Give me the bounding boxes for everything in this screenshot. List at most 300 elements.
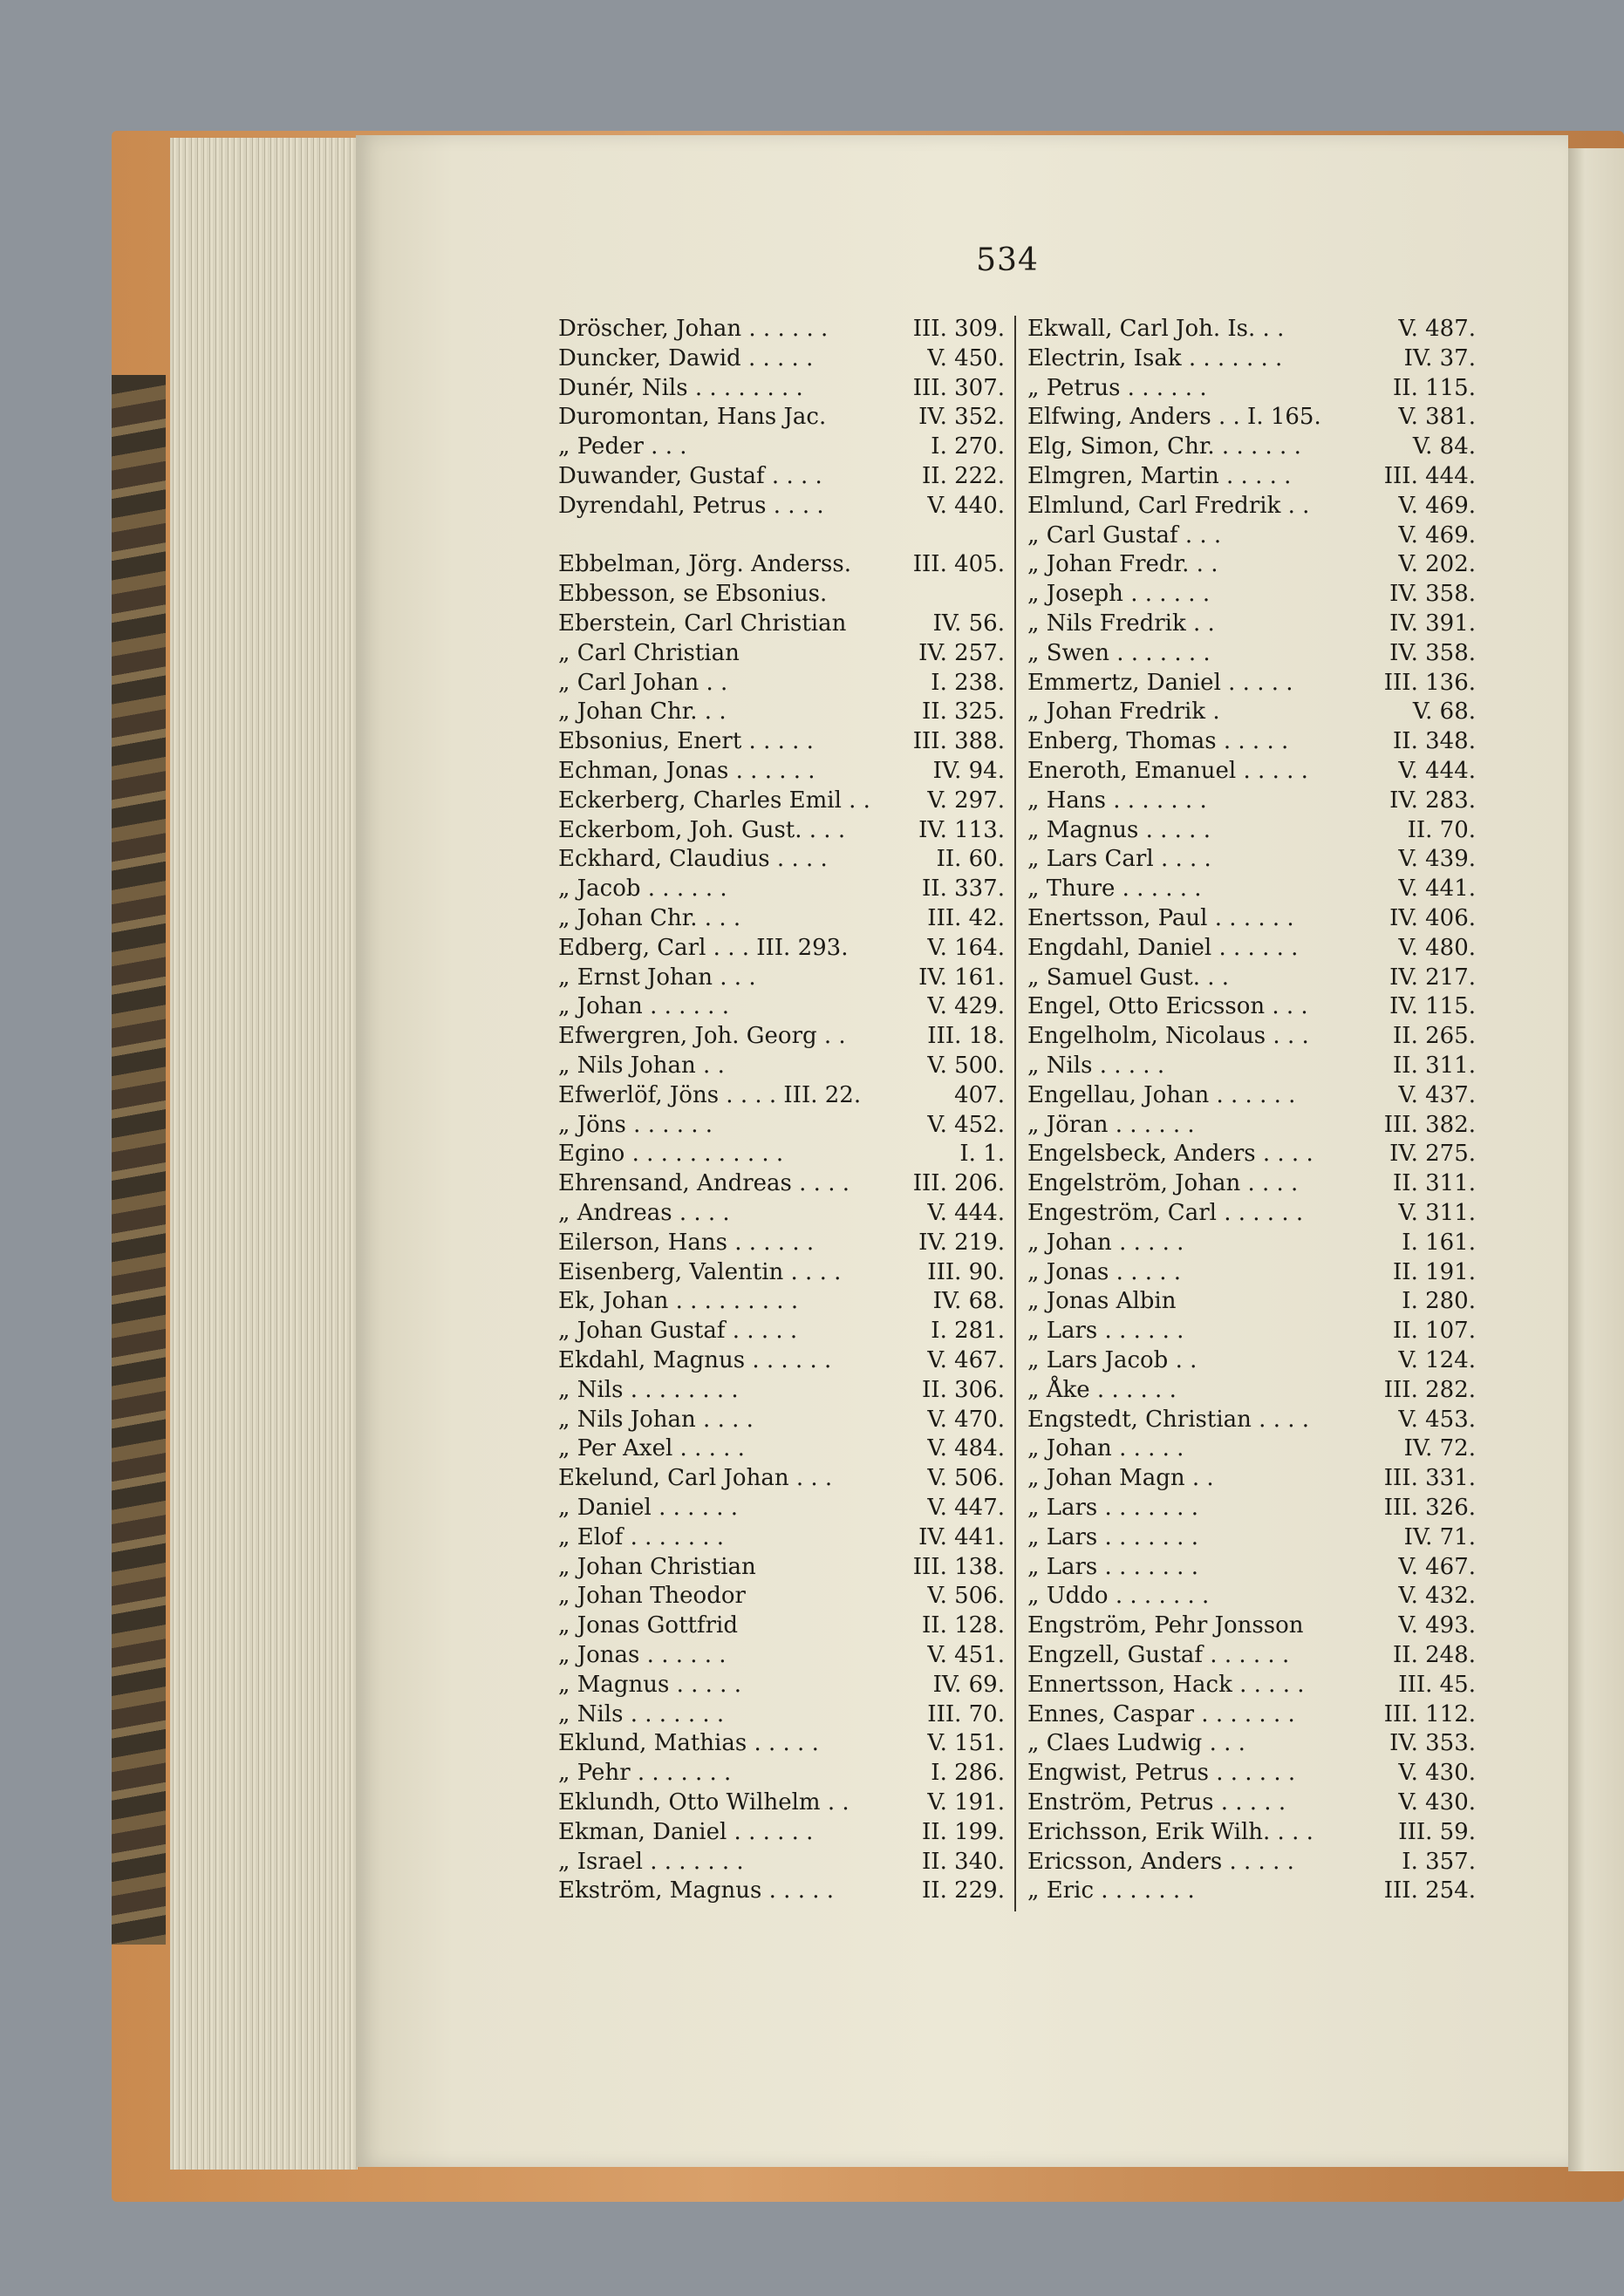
entry-reference: IV. 161. [918, 964, 1005, 991]
index-entry [558, 1110, 1005, 1140]
index-entry [558, 1021, 1005, 1051]
entry-name: Elg, Simon, Chr. . . . . . . [1027, 433, 1301, 460]
index-entry [558, 991, 1005, 1021]
entry-reference: IV. 358. [1389, 639, 1476, 666]
entry-name: Engelström, Johan . . . . [1027, 1170, 1299, 1197]
entry-name: Dunér, Nils . . . . . . . . [558, 374, 803, 401]
index-entry [558, 1051, 1005, 1080]
entry-name: „ Lars . . . . . . . [1027, 1523, 1198, 1550]
index-entry [1027, 402, 1476, 432]
entry-name: „ Johan Fredrik . [1027, 698, 1220, 726]
entry-reference: I. 270. [931, 433, 1005, 460]
entry-name: „ Nils Johan . . . . [558, 1406, 754, 1433]
entry-name: Engelholm, Nicolaus . . . [1027, 1023, 1309, 1050]
page-edges [170, 138, 358, 2170]
entry-reference: III. 112. [1383, 1700, 1476, 1727]
index-entry [1027, 1611, 1476, 1640]
entry-name: „ Johan Gustaf . . . . . [558, 1318, 798, 1345]
entry-reference: IV. 275. [1389, 1141, 1476, 1168]
entry-reference: V. 68. [1412, 698, 1476, 726]
entry-reference: IV. 353. [1389, 1730, 1476, 1757]
index-entry [558, 1434, 1005, 1463]
index-entry [1027, 1021, 1476, 1051]
entry-reference: III. 309. [912, 316, 1005, 342]
index-entry [558, 1523, 1005, 1552]
index-entry [558, 1581, 1005, 1611]
entry-reference: II. 311. [1393, 1170, 1476, 1197]
index-entry [1027, 1581, 1476, 1611]
entry-name: „ Lars . . . . . . . [1027, 1553, 1198, 1580]
entry-reference: II. 337. [922, 875, 1005, 903]
entry-name: „ Lars . . . . . . [1027, 1318, 1184, 1345]
page-number: 534 [976, 242, 1039, 278]
entry-reference: III. 136. [1383, 669, 1476, 696]
entry-reference: V. 470. [927, 1406, 1005, 1433]
entry-reference: II. 70. [1407, 816, 1476, 843]
entry-name: „ Johan . . . . . . [558, 993, 729, 1020]
entry-reference: III. 307. [912, 374, 1005, 401]
index-entry [558, 1758, 1005, 1788]
entry-name: Engwist, Petrus . . . . . . [1027, 1760, 1296, 1787]
index-column-right [1027, 314, 1476, 1918]
entry-name: „ Johan Fredr. . . [1027, 551, 1218, 578]
index-entry [1027, 1405, 1476, 1434]
entry-name: „ Magnus . . . . . [558, 1671, 741, 1698]
entry-reference: III. 331. [1383, 1465, 1476, 1492]
index-entry [1027, 1375, 1476, 1405]
entry-name: „ Lars Carl . . . . [1027, 846, 1211, 873]
entry-name: Electrin, Isak . . . . . . . [1027, 344, 1283, 371]
entry-reference: I. 1. [959, 1141, 1005, 1168]
entry-reference: V. 202. [1398, 551, 1476, 578]
entry-name: „ Jonas . . . . . [1027, 1258, 1182, 1285]
entry-reference: I. 281. [931, 1318, 1005, 1345]
entry-reference: IV. 406. [1389, 905, 1476, 931]
entry-reference: V. 469. [1398, 492, 1476, 519]
entry-name: „ Åke . . . . . . [1027, 1376, 1177, 1403]
entry-name: Eckerbom, Joh. Gust. . . . [558, 816, 846, 843]
entry-name: Ennertsson, Hack . . . . . [1027, 1671, 1305, 1698]
index-entry [558, 344, 1005, 373]
entry-reference: V. 437. [1398, 1081, 1476, 1108]
entry-name: „ Magnus . . . . . [1027, 816, 1211, 843]
index-entry [1027, 786, 1476, 815]
index-entry [1027, 903, 1476, 933]
index-entry [1027, 697, 1476, 726]
entry-name: Ehrensand, Andreas . . . . [558, 1170, 850, 1197]
entry-name: „ Jacob . . . . . . [558, 875, 727, 903]
entry-reference: V. 297. [927, 787, 1005, 814]
entry-name: Echman, Jonas . . . . . . [558, 758, 815, 784]
index-entry [558, 786, 1005, 815]
entry-reference: I. 280. [1402, 1288, 1476, 1315]
index-entry [558, 521, 1005, 550]
entry-reference: III. 382. [1383, 1111, 1476, 1138]
index-entry [1027, 1817, 1476, 1847]
entry-reference: I. 238. [931, 669, 1005, 696]
entry-name: Ekström, Magnus . . . . . [558, 1877, 835, 1904]
entry-name: Eneroth, Emanuel . . . . . [1027, 758, 1308, 784]
index-entry [558, 373, 1005, 403]
entry-name: Ekelund, Carl Johan . . . [558, 1465, 833, 1492]
index-entry [1027, 1640, 1476, 1670]
entry-name: Engelsbeck, Anders . . . . [1027, 1141, 1314, 1168]
entry-name: „ Carl Christian [558, 639, 740, 666]
entry-name: Ekdahl, Magnus . . . . . . [558, 1347, 832, 1373]
index-entry [558, 726, 1005, 756]
entry-name: Duncker, Dawid . . . . . [558, 344, 814, 371]
entry-name: „ Jonas Albin [1027, 1288, 1177, 1315]
index-entry [1027, 874, 1476, 903]
entry-name: Engzell, Gustaf . . . . . . [1027, 1642, 1290, 1668]
entry-name: „ Samuel Gust. . . [1027, 964, 1230, 991]
index-entry [1027, 1257, 1476, 1287]
index-entry [558, 1286, 1005, 1316]
entry-name: Enström, Petrus . . . . . [1027, 1789, 1286, 1816]
entry-reference: V. 447. [927, 1495, 1005, 1521]
entry-reference: V. 487. [1398, 316, 1476, 342]
index-entry [558, 1640, 1005, 1670]
entry-name: „ Nils Fredrik . . [1027, 610, 1215, 637]
entry-reference: IV. 72. [1403, 1435, 1476, 1462]
entry-name: Eklund, Mathias . . . . . [558, 1730, 819, 1757]
entry-reference: III. 282. [1383, 1376, 1476, 1403]
entry-name: Ebbesson, se Ebsonius. [558, 581, 828, 608]
index-entry [1027, 815, 1476, 845]
index-entry [1027, 1051, 1476, 1080]
entry-reference: IV. 219. [918, 1229, 1005, 1256]
index-entry [1027, 1463, 1476, 1493]
index-entry [558, 874, 1005, 903]
entry-reference: III. 45. [1398, 1671, 1476, 1698]
entry-name: Elmlund, Carl Fredrik . . [1027, 492, 1310, 519]
entry-name: „ Johan Chr. . . [558, 698, 727, 726]
index-entry [1027, 344, 1476, 373]
index-entry [558, 549, 1005, 579]
entry-reference: II. 340. [922, 1848, 1005, 1875]
entry-reference: V. 467. [927, 1347, 1005, 1373]
index-entry [558, 697, 1005, 726]
entry-name: Ekman, Daniel . . . . . . [558, 1818, 814, 1845]
entry-reference: III. 59. [1398, 1818, 1476, 1845]
index-column-left [558, 314, 1005, 1918]
entry-reference: III. 388. [912, 728, 1005, 755]
entry-reference: V. 500. [927, 1053, 1005, 1079]
index-entry [1027, 1316, 1476, 1346]
index-entry [1027, 1346, 1476, 1375]
index-entry [1027, 1168, 1476, 1198]
index-entry [558, 1463, 1005, 1493]
index-entry [558, 1876, 1005, 1905]
index-entry [558, 1700, 1005, 1729]
entry-reference: IV. 358. [1389, 581, 1476, 608]
index-entry [558, 1493, 1005, 1523]
entry-reference: II. 191. [1393, 1258, 1476, 1285]
entry-name: „ Swen . . . . . . . [1027, 639, 1211, 666]
entry-reference: V. 451. [927, 1642, 1005, 1668]
entry-name: „ Petrus . . . . . . [1027, 374, 1207, 401]
entry-name: Eckerberg, Charles Emil . . [558, 787, 870, 814]
entry-reference: II. 265. [1393, 1023, 1476, 1050]
index-entry [558, 432, 1005, 461]
entry-reference: III. 254. [1383, 1877, 1476, 1904]
entry-reference: V. 191. [927, 1789, 1005, 1816]
entry-reference: V. 441. [1398, 875, 1476, 903]
entry-reference: IV. 94. [932, 758, 1005, 784]
entry-name: „ Johan Theodor [558, 1583, 746, 1610]
index-entry [1027, 461, 1476, 491]
entry-name: Duromontan, Hans Jac. [558, 404, 827, 431]
entry-reference: IV. 391. [1389, 610, 1476, 637]
entry-name: „ Jöns . . . . . . [558, 1111, 713, 1138]
entry-reference: V. 311. [1398, 1200, 1476, 1226]
entry-reference: V. 480. [1398, 934, 1476, 961]
index-entry [558, 402, 1005, 432]
index-entry [558, 668, 1005, 698]
entry-name: „ Andreas . . . . [558, 1200, 730, 1226]
entry-reference: V. 450. [927, 344, 1005, 371]
index-entry [1027, 609, 1476, 638]
index-entry [1027, 1552, 1476, 1582]
index-entry [1027, 1670, 1476, 1700]
index-entry [1027, 933, 1476, 963]
entry-name: Emmertz, Daniel . . . . . [1027, 669, 1293, 696]
entry-name: Eisenberg, Valentin . . . . [558, 1258, 842, 1285]
index-entry [558, 579, 1005, 609]
index-entry [558, 1817, 1005, 1847]
index-entry [1027, 668, 1476, 698]
index-entry [1027, 638, 1476, 668]
entry-name: „ Eric . . . . . . . [1027, 1877, 1195, 1904]
entry-name: Engeström, Carl . . . . . . [1027, 1200, 1304, 1226]
entry-reference: V. 506. [927, 1465, 1005, 1492]
index-entry [558, 1257, 1005, 1287]
entry-reference: V. 151. [927, 1730, 1005, 1757]
index-entry [1027, 432, 1476, 461]
index-entry [558, 1847, 1005, 1877]
index-entry [558, 756, 1005, 786]
entry-reference: IV. 115. [1389, 993, 1476, 1020]
index-entry [1027, 491, 1476, 521]
entry-reference: II. 229. [922, 1877, 1005, 1904]
entry-reference: III. 70. [927, 1700, 1005, 1727]
entry-name: „ Peder . . . [558, 433, 687, 460]
entry-reference: III. 444. [1383, 463, 1476, 489]
entry-name: „ Daniel . . . . . . [558, 1495, 739, 1521]
entry-reference: V. 124. [1398, 1347, 1476, 1373]
entry-reference: II. 311. [1393, 1053, 1476, 1079]
entry-reference: I. 357. [1402, 1848, 1476, 1875]
entry-name: Efwergren, Joh. Georg . . [558, 1023, 846, 1050]
column-divider [1014, 316, 1016, 1911]
index-entry [1027, 1847, 1476, 1877]
entry-reference: V. 439. [1398, 846, 1476, 873]
entry-name: „ Johan . . . . . [1027, 1435, 1184, 1462]
index-entry [558, 963, 1005, 992]
entry-name: Engström, Pehr Jonsson [1027, 1612, 1304, 1639]
entry-name: Engstedt, Christian . . . . [1027, 1406, 1310, 1433]
index-entry [1027, 726, 1476, 756]
index-entry [558, 461, 1005, 491]
entry-reference: V. 453. [1398, 1406, 1476, 1433]
entry-name: Enertsson, Paul . . . . . . [1027, 905, 1294, 931]
entry-name: „ Johan Christian [558, 1553, 756, 1580]
index-entry [1027, 991, 1476, 1021]
entry-name: „ Pehr . . . . . . . [558, 1760, 732, 1787]
entry-reference: III. 206. [912, 1170, 1005, 1197]
index-entry [1027, 1228, 1476, 1257]
index-entry [1027, 1758, 1476, 1788]
entry-reference: II. 60. [936, 846, 1005, 873]
index-entry [558, 815, 1005, 845]
index-entry [558, 1788, 1005, 1817]
entry-reference: V. 452. [927, 1111, 1005, 1138]
index-entry [558, 1375, 1005, 1405]
entry-reference: IV. 113. [918, 816, 1005, 843]
entry-name: Duwander, Gustaf . . . . [558, 463, 822, 489]
entry-name: „ Lars . . . . . . . [1027, 1495, 1198, 1521]
entry-name: Erichsson, Erik Wilh. . . . [1027, 1818, 1314, 1845]
index-entry [1027, 963, 1476, 992]
entry-name: Eckhard, Claudius . . . . [558, 846, 828, 873]
entry-name: „ Carl Gustaf . . . [1027, 521, 1222, 548]
entry-name: „ Nils . . . . . . . . [558, 1376, 739, 1403]
entry-name: Engel, Otto Ericsson . . . [1027, 993, 1308, 1020]
index-entry [1027, 1788, 1476, 1817]
entry-reference: II. 348. [1393, 728, 1476, 755]
entry-reference: II. 128. [922, 1612, 1005, 1639]
index-entry [1027, 1876, 1476, 1905]
index-entry [1027, 1198, 1476, 1228]
index-entry [558, 933, 1005, 963]
index-entry [1027, 1700, 1476, 1729]
entry-reference: IV. 352. [918, 404, 1005, 431]
entry-reference: V. 429. [927, 993, 1005, 1020]
entry-name: Ebbelman, Jörg. Anderss. [558, 551, 852, 578]
entry-name: Elfwing, Anders . . I. 165. [1027, 404, 1321, 431]
entry-reference: II. 248. [1393, 1642, 1476, 1668]
entry-reference: IV. 69. [932, 1671, 1005, 1698]
index-entry [558, 1228, 1005, 1257]
entry-name: Ek, Johan . . . . . . . . . [558, 1288, 799, 1315]
entry-reference: I. 161. [1402, 1229, 1476, 1256]
index-entry [558, 1080, 1005, 1110]
entry-reference: IV. 257. [918, 639, 1005, 666]
index-entry [1027, 1286, 1476, 1316]
entry-reference: V. 467. [1398, 1553, 1476, 1580]
entry-reference: I. 286. [931, 1760, 1005, 1787]
entry-reference: 407. [954, 1081, 1005, 1108]
entry-reference: V. 440. [927, 492, 1005, 519]
index-entry [1027, 521, 1476, 550]
entry-name: „ Jonas Gottfrid [558, 1612, 738, 1639]
entry-name: Ebsonius, Enert . . . . . [558, 728, 814, 755]
entry-name: „ Lars Jacob . . [1027, 1347, 1198, 1373]
index-entry [1027, 1728, 1476, 1758]
entry-name: „ Ernst Johan . . . [558, 964, 756, 991]
entry-reference: V. 444. [1398, 758, 1476, 784]
entry-reference: II. 325. [922, 698, 1005, 726]
entry-name: „ Claes Ludwig . . . [1027, 1730, 1245, 1757]
entry-name: Enberg, Thomas . . . . . [1027, 728, 1289, 755]
index-entry [558, 609, 1005, 638]
entry-reference: III. 18. [927, 1023, 1005, 1050]
entry-name: „ Israel . . . . . . . [558, 1848, 744, 1875]
index-entry [558, 903, 1005, 933]
entry-name: Egino . . . . . . . . . . . [558, 1141, 784, 1168]
entry-name: „ Uddo . . . . . . . [1027, 1583, 1210, 1610]
entry-reference: III. 405. [912, 551, 1005, 578]
entry-reference: III. 90. [927, 1258, 1005, 1285]
entry-reference: V. 432. [1398, 1583, 1476, 1610]
index-entry [558, 638, 1005, 668]
entry-reference: II. 199. [922, 1818, 1005, 1845]
entry-reference: II. 115. [1393, 374, 1476, 401]
index-entry [1027, 314, 1476, 344]
index-entry [1027, 756, 1476, 786]
entry-reference: IV. 37. [1403, 344, 1476, 371]
entry-name: Efwerlöf, Jöns . . . . III. 22. [558, 1081, 862, 1108]
entry-name: Ennes, Caspar . . . . . . . [1027, 1700, 1295, 1727]
entry-name: Dyrendahl, Petrus . . . . [558, 492, 824, 519]
entry-name: „ Per Axel . . . . . [558, 1435, 745, 1462]
entry-reference: IV. 441. [918, 1523, 1005, 1550]
entry-name: „ Elof . . . . . . . [558, 1523, 725, 1550]
index-entry [1027, 1139, 1476, 1168]
entry-reference: III. 326. [1383, 1495, 1476, 1521]
entry-name: „ Joseph . . . . . . [1027, 581, 1211, 608]
entry-reference: V. 493. [1398, 1612, 1476, 1639]
entry-name: Eilerson, Hans . . . . . . [558, 1229, 815, 1256]
index-entry [1027, 579, 1476, 609]
index-entry [558, 1670, 1005, 1700]
index-entry [1027, 549, 1476, 579]
entry-name: „ Hans . . . . . . . [1027, 787, 1207, 814]
entry-reference: IV. 217. [1389, 964, 1476, 991]
entry-reference: V. 164. [927, 934, 1005, 961]
entry-name: Elmgren, Martin . . . . . [1027, 463, 1292, 489]
index-entry [1027, 1110, 1476, 1140]
entry-name: „ Jöran . . . . . . [1027, 1111, 1195, 1138]
entry-name: Engdahl, Daniel . . . . . . [1027, 934, 1299, 961]
entry-reference: III. 138. [912, 1553, 1005, 1580]
entry-reference: III. 42. [927, 905, 1005, 931]
index-entry [558, 1168, 1005, 1198]
entry-reference: V. 444. [927, 1200, 1005, 1226]
index-entry [558, 844, 1005, 874]
entry-reference: V. 381. [1398, 404, 1476, 431]
entry-reference: V. 84. [1412, 433, 1476, 460]
entry-name: Eklundh, Otto Wilhelm . . [558, 1789, 850, 1816]
index-entry [1027, 1080, 1476, 1110]
entry-name: „ Johan . . . . . [1027, 1229, 1184, 1256]
index-entry [1027, 1434, 1476, 1463]
entry-name: „ Nils . . . . . [1027, 1053, 1165, 1079]
index-entry [1027, 844, 1476, 874]
entry-reference: V. 469. [1398, 521, 1476, 548]
entry-name: Ericsson, Anders . . . . . [1027, 1848, 1294, 1875]
index-entry [558, 1405, 1005, 1434]
entry-reference: V. 506. [927, 1583, 1005, 1610]
entry-name: Ekwall, Carl Joh. Is. . . [1027, 316, 1285, 342]
index-entry [558, 1139, 1005, 1168]
marbled-spine [112, 375, 166, 1945]
entry-name: „ Johan Magn . . [1027, 1465, 1214, 1492]
index-entry [558, 1552, 1005, 1582]
index-entry [558, 1346, 1005, 1375]
index-entry [558, 1611, 1005, 1640]
entry-name: Engellau, Johan . . . . . . [1027, 1081, 1296, 1108]
